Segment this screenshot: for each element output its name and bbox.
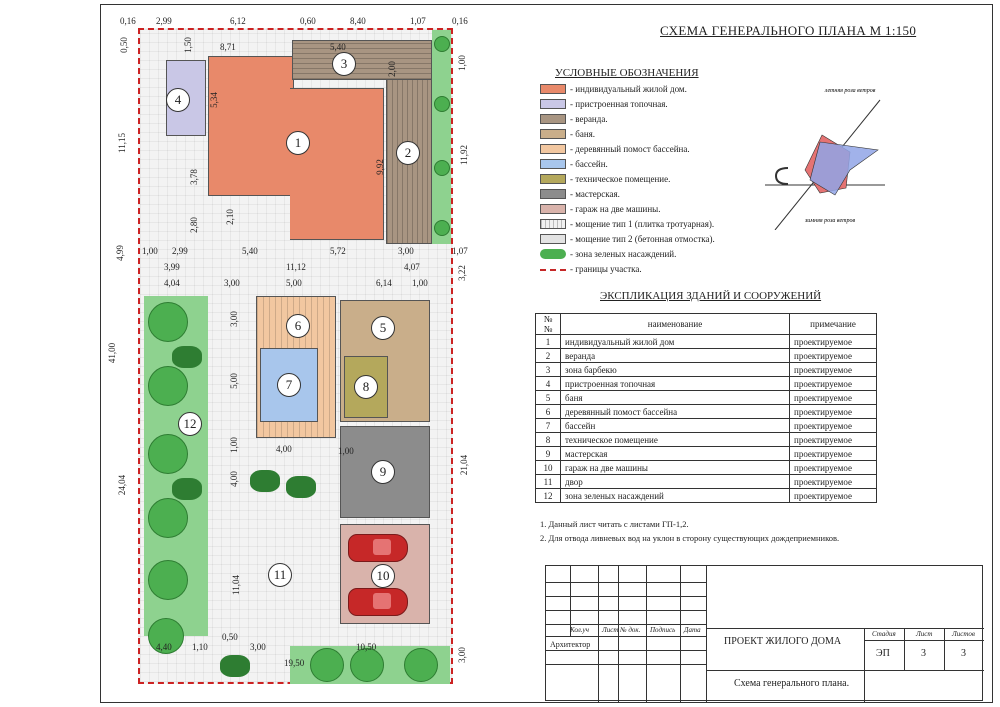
dim-label: 5,00 <box>228 373 239 389</box>
dim-label: 4,00 <box>276 444 292 454</box>
dim-label: 1,10 <box>192 642 208 652</box>
stamp-architect: Архитектор <box>550 640 591 649</box>
table-row: 7 бассейн проектируемое <box>536 419 877 433</box>
stamp-stage: ЭП <box>876 648 890 659</box>
explication-table <box>535 313 877 503</box>
dim-label: 1,50 <box>182 37 193 53</box>
wind-rose-summer-label: летняя роза ветров <box>824 88 876 94</box>
dim-label: 3,00 <box>398 246 414 256</box>
table-header-row <box>536 314 877 335</box>
dim-label: 8,40 <box>350 16 366 26</box>
stamp-sheet-name: Схема генерального плана. <box>734 678 850 689</box>
dim-label: 41,00 <box>107 342 118 364</box>
dim-label: 1,07 <box>452 246 468 256</box>
legend-swatch <box>540 174 566 184</box>
dim-label: 0,50 <box>222 632 238 642</box>
table-header: примечание <box>790 314 877 335</box>
dim-label: 24,04 <box>117 474 128 496</box>
stamp-stage-label: Стадия <box>872 630 896 638</box>
dim-label: 9,92 <box>374 159 385 175</box>
explication-title: ЭКСПЛИКАЦИЯ ЗДАНИЙ И СООРУЖЕНИЙ <box>600 290 822 302</box>
stamp-col-label: Кол.уч <box>570 626 589 634</box>
car-icon <box>348 588 408 616</box>
dim-label: 5,72 <box>330 246 346 256</box>
dim-label: 6,14 <box>376 278 392 288</box>
house-block-lower <box>290 88 384 240</box>
stamp-col-label: Дата <box>684 626 701 634</box>
dim-label: 6,12 <box>230 16 246 26</box>
dim-label: 4,04 <box>164 278 180 288</box>
stamp-sheets: 3 <box>961 648 966 659</box>
dim-label: 11,15 <box>116 133 127 153</box>
dim-label: 4,07 <box>404 262 420 272</box>
dim-label: 4,40 <box>156 642 172 652</box>
dim-label: 0,16 <box>452 16 468 26</box>
note-2: 2. Для отвода ливневых вод на уклон в сторону существующих дождеприемников. <box>540 533 840 543</box>
dim-label: 10,50 <box>356 642 377 652</box>
shrub-icon <box>220 655 250 677</box>
plan-number: 11 <box>268 563 292 587</box>
dim-label: 5,40 <box>242 246 258 256</box>
car-icon <box>348 534 408 562</box>
house-block <box>208 56 294 196</box>
table-row: 12 зона зеленых насаждений проектируемое <box>536 489 877 503</box>
dim-label: 4,99 <box>114 245 125 261</box>
wind-rose-winter-label: зимняя роза ветров <box>804 218 856 224</box>
legend-swatch <box>540 114 566 124</box>
dim-label: 1,00 <box>142 246 158 256</box>
legend-swatch <box>540 219 566 229</box>
dim-label: 5,34 <box>208 92 219 108</box>
dim-label: 19,50 <box>284 658 305 668</box>
plan-number: 7 <box>277 373 301 397</box>
tree-icon <box>310 648 344 682</box>
dim-label: 0,16 <box>120 16 136 26</box>
dim-label: 8,71 <box>220 42 236 52</box>
shrub-icon <box>286 476 316 498</box>
dim-label: 2,99 <box>172 246 188 256</box>
dim-label: 2,00 <box>386 61 397 77</box>
plan-number: 10 <box>371 564 395 588</box>
table-row: 6 деревянный помост бассейна проектируемое <box>536 405 877 419</box>
shrub-icon <box>172 346 202 368</box>
dim-label: 2,80 <box>188 217 199 233</box>
dim-label: 1,07 <box>410 16 426 26</box>
veranda-top <box>292 40 432 80</box>
plan-number: 4 <box>166 88 190 112</box>
tree-icon <box>434 220 450 236</box>
table-header: наименование <box>561 314 790 335</box>
dim-label: 3,99 <box>164 262 180 272</box>
dim-label: 1,00 <box>338 446 354 456</box>
table-row: 9 мастерская проектируемое <box>536 447 877 461</box>
green-strip-top <box>432 30 451 244</box>
note-1: 1. Данный лист читать с листами ГП-1,2. <box>540 519 689 529</box>
legend-swatch <box>540 189 566 199</box>
legend-title: УСЛОВНЫЕ ОБОЗНАЧЕНИЯ <box>555 67 699 79</box>
table-row: 2 веранда проектируемое <box>536 349 877 363</box>
stamp-project: ПРОЕКТ ЖИЛОГО ДОМА <box>724 636 842 647</box>
dim-label: 3,00 <box>250 642 266 652</box>
legend-swatch <box>540 144 566 154</box>
stamp-sheet-label: Лист <box>916 630 933 638</box>
dim-label: 5,00 <box>286 278 302 288</box>
plan-number: 5 <box>371 316 395 340</box>
stamp-sheet: 3 <box>921 648 926 659</box>
table-row: 11 двор проектируемое <box>536 475 877 489</box>
stamp-col-label: Подпись <box>650 626 676 634</box>
legend-swatch <box>540 99 566 109</box>
dim-label: 11,04 <box>230 575 241 595</box>
table-row: 1 индивидуальный жилой дом проектируемое <box>536 335 877 349</box>
tree-icon <box>350 648 384 682</box>
tree-icon <box>148 434 188 474</box>
table-row: 5 баня проектируемое <box>536 391 877 405</box>
legend-swatch <box>540 84 566 94</box>
tree-icon <box>148 560 188 600</box>
table-row: 10 гараж на две машины проектируемое <box>536 461 877 475</box>
plan-number: 1 <box>286 131 310 155</box>
dim-label: 0,50 <box>118 37 129 53</box>
legend-swatch <box>540 204 566 214</box>
dim-label: 3,22 <box>456 265 467 281</box>
legend-swatch <box>540 129 566 139</box>
tree-icon <box>148 366 188 406</box>
shrub-icon <box>250 470 280 492</box>
plan-number: 8 <box>354 375 378 399</box>
dim-label: 1,00 <box>412 278 428 288</box>
plan-number: 3 <box>332 52 356 76</box>
tree-icon <box>148 302 188 342</box>
table-header: №№ <box>536 314 561 335</box>
table-row: 3 зона барбекю проектируемое <box>536 363 877 377</box>
tree-icon <box>434 160 450 176</box>
title-block <box>545 565 983 701</box>
dim-label: 11,12 <box>286 262 306 272</box>
legend-swatch <box>540 234 566 244</box>
plan-number: 12 <box>178 412 202 436</box>
dim-label: 3,00 <box>228 311 239 327</box>
stamp-col-label: Лист <box>602 626 619 634</box>
legend-swatch <box>540 249 566 259</box>
dim-label: 0,60 <box>300 16 316 26</box>
dim-label: 11,92 <box>458 145 469 165</box>
plan-number: 2 <box>396 141 420 165</box>
tree-icon <box>434 36 450 52</box>
shrub-icon <box>172 478 202 500</box>
site-plan <box>138 28 453 684</box>
dim-label: 4,00 <box>228 471 239 487</box>
dim-label: 3,78 <box>188 169 199 185</box>
stamp-sheets-label: Листов <box>952 630 975 638</box>
table-row: 4 пристроенная топочная проектируемое <box>536 377 877 391</box>
legend-swatch <box>540 269 566 271</box>
dim-label: 1,00 <box>456 55 467 71</box>
dim-label: 2,99 <box>156 16 172 26</box>
dim-label: 1,00 <box>228 437 239 453</box>
stamp-col-label: № док. <box>620 626 641 634</box>
wind-rose <box>760 80 890 230</box>
dim-label: 3,00 <box>456 647 467 663</box>
tree-icon <box>404 648 438 682</box>
tree-icon <box>434 96 450 112</box>
dim-label: 21,04 <box>459 454 470 476</box>
legend-swatch <box>540 159 566 169</box>
tree-icon <box>148 498 188 538</box>
plan-number: 9 <box>371 460 395 484</box>
plan-number: 6 <box>286 314 310 338</box>
sheet-title: СХЕМА ГЕНЕРАЛЬНОГО ПЛАНА М 1:150 <box>660 23 917 38</box>
table-row: 8 техническое помещение проектируемое <box>536 433 877 447</box>
dim-label: 5,40 <box>330 42 346 52</box>
dim-label: 2,10 <box>224 209 235 225</box>
dim-label: 3,00 <box>224 278 240 288</box>
